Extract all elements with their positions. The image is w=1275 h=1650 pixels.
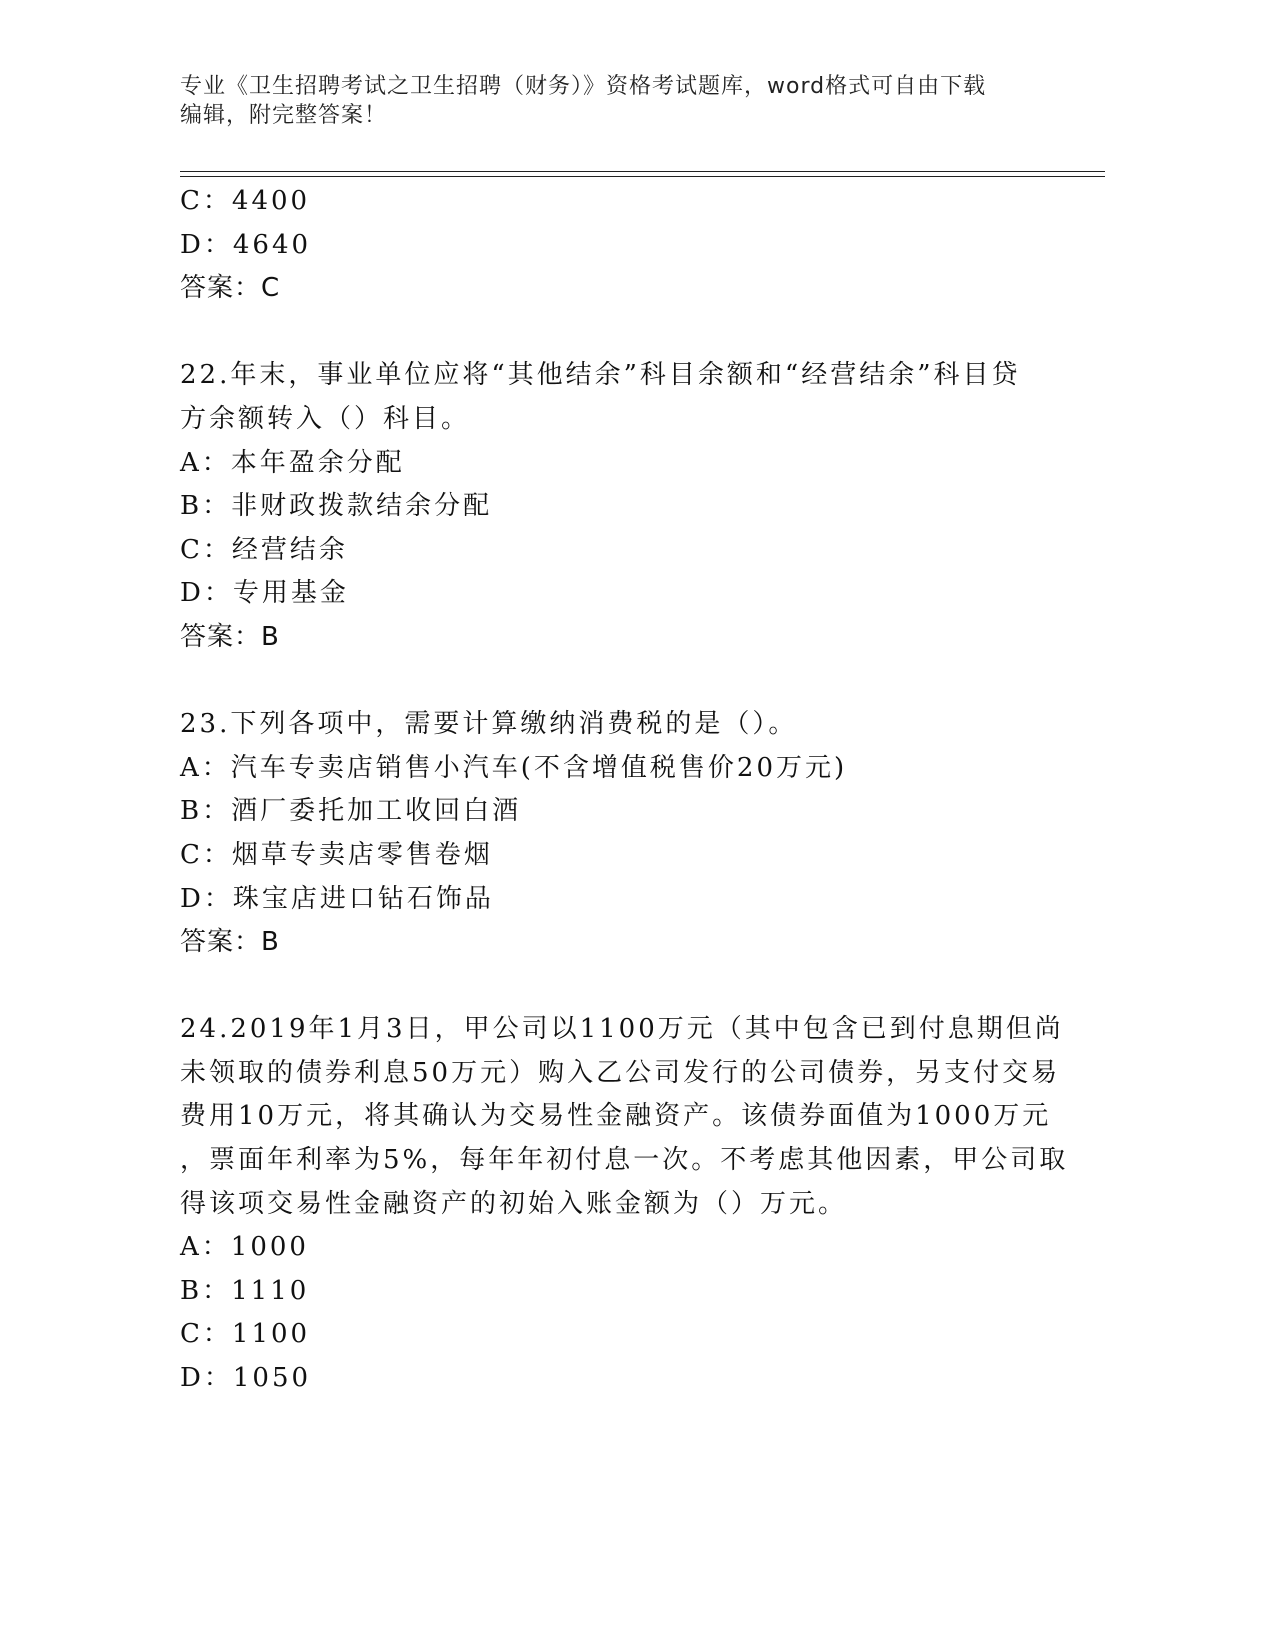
option-b xyxy=(180,485,1060,529)
option-text: 4640 xyxy=(232,229,312,260)
option-key: D： xyxy=(180,578,233,609)
spacer xyxy=(180,660,1060,704)
option-text: 1000 xyxy=(230,1232,309,1263)
option-a xyxy=(180,442,1060,486)
option-key: A： xyxy=(180,1232,231,1263)
option-d xyxy=(180,878,1060,922)
option-c xyxy=(180,1313,1060,1357)
question-stem-line: 方余额转入（）科目。 xyxy=(180,403,471,434)
option-key: D： xyxy=(180,883,233,914)
question-content xyxy=(180,180,1069,1401)
question-stem-line: 未领取的债券利息50万元）购入乙公司发行的公司债券，另支付交易 xyxy=(180,1057,1061,1088)
option-key: C： xyxy=(180,186,232,216)
option-text: 4400 xyxy=(231,186,311,216)
question-23 xyxy=(180,703,1060,965)
option-key: C： xyxy=(180,1319,232,1350)
answer-line: 答案：B xyxy=(180,621,280,652)
question-24 xyxy=(180,1008,1069,1400)
option-key: C： xyxy=(180,839,232,870)
header-rule-thin xyxy=(180,176,1105,177)
option-c xyxy=(180,834,1060,878)
option-key: C： xyxy=(180,534,232,565)
option-d xyxy=(180,224,1060,268)
option-key: B： xyxy=(180,491,232,522)
answer-line: 答案：C xyxy=(180,273,281,304)
prev-question-block xyxy=(180,180,1060,311)
option-a xyxy=(180,747,1060,791)
option-key: D： xyxy=(180,229,233,260)
option-text: 本年盈余分配 xyxy=(230,447,405,478)
spacer xyxy=(180,965,1060,1009)
option-text: 1050 xyxy=(232,1363,312,1394)
option-d xyxy=(180,1357,1060,1401)
option-text: 烟草专卖店零售卷烟 xyxy=(231,839,493,870)
question-stem-line: ，票面年利率为5%，每年年初付息一次。不考虑其他因素，甲公司取 xyxy=(180,1145,1069,1176)
option-text: 专用基金 xyxy=(232,578,349,609)
option-text: 1110 xyxy=(231,1275,310,1306)
option-key: B： xyxy=(180,1275,232,1306)
answer-line: 答案：B xyxy=(180,927,280,958)
option-key: D： xyxy=(180,1363,233,1394)
option-b xyxy=(180,1270,1060,1314)
option-text: 非财政拨款结余分配 xyxy=(231,491,493,522)
question-stem-line: 得该项交易性金融资产的初始入账金额为（）万元。 xyxy=(180,1188,848,1219)
header-rule-thick xyxy=(180,171,1105,172)
header-line-2: 编辑，附完整答案！ xyxy=(180,103,388,128)
question-stem-line: 23.下列各项中，需要计算缴纳消费税的是（）。 xyxy=(180,709,798,740)
option-text: 1100 xyxy=(231,1319,311,1350)
option-key: A： xyxy=(180,752,231,783)
option-key: B： xyxy=(180,796,232,827)
header-line-1: 专业《卫生招聘考试之卫生招聘（财务）》资格考试题库，word格式可自由下载 xyxy=(180,74,987,99)
option-text: 汽车专卖店销售小汽车(不含增值税售价20万元) xyxy=(230,752,848,783)
question-stem-line: 22.年末，事业单位应将“其他结余”科目余额和“经营结余”科目贷 xyxy=(180,360,1021,391)
question-22 xyxy=(180,354,1060,659)
option-key: A： xyxy=(180,447,231,478)
question-stem-line: 费用10万元，将其确认为交易性金融资产。该债券面值为1000万元 xyxy=(180,1101,1052,1132)
page-header xyxy=(180,72,1040,130)
option-c xyxy=(180,180,1060,224)
option-d xyxy=(180,572,1060,616)
option-a xyxy=(180,1226,1060,1270)
option-c xyxy=(180,529,1060,573)
question-stem-line: 24.2019年1月3日，甲公司以1100万元（其中包含已到付息期但尚 xyxy=(180,1014,1064,1045)
option-b xyxy=(180,790,1060,834)
option-text: 酒厂委托加工收回白酒 xyxy=(231,796,522,827)
option-text: 珠宝店进口钻石饰品 xyxy=(232,883,494,914)
option-text: 经营结余 xyxy=(231,534,348,565)
spacer xyxy=(180,311,1060,355)
